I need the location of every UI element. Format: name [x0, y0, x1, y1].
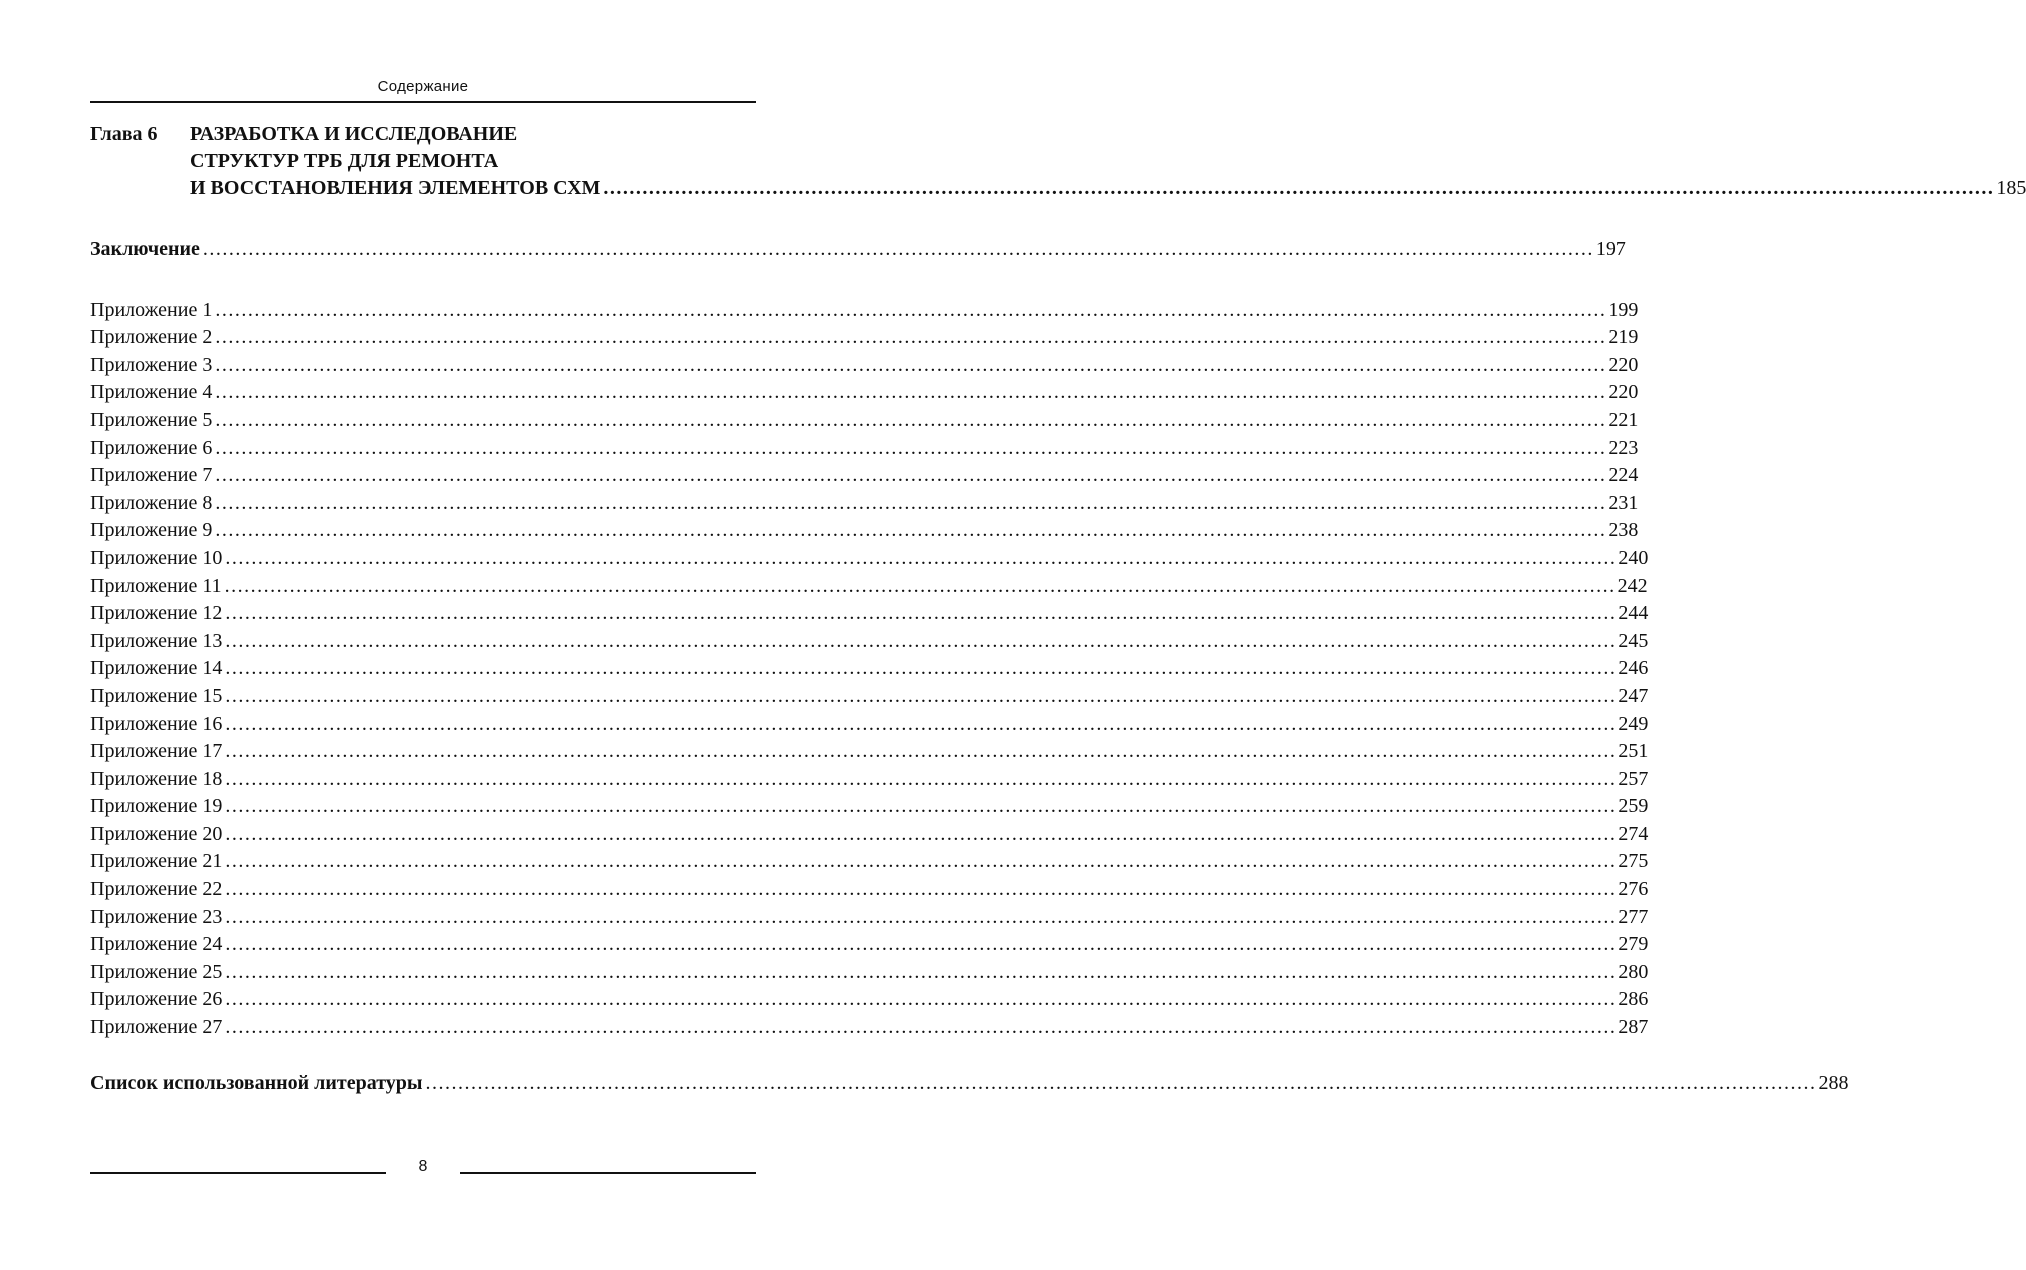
- dot-leader: [215, 462, 1606, 490]
- dot-leader: [225, 959, 1616, 987]
- toc-entry-appendix[interactable]: [90, 490, 1639, 518]
- page-ref: 286: [1618, 988, 1649, 1011]
- page-ref: 274: [1618, 822, 1649, 845]
- toc-entry-appendix[interactable]: [90, 435, 1639, 463]
- entry-label: Приложение 10: [90, 546, 223, 569]
- toc-entry-appendix[interactable]: [90, 462, 1639, 490]
- dot-leader: [225, 793, 1616, 821]
- dot-leader: [225, 821, 1616, 849]
- toc-entry-conclusion[interactable]: [90, 236, 1626, 264]
- page-number: 8: [418, 1158, 428, 1175]
- page-ref: 240: [1618, 546, 1649, 569]
- page-ref: 287: [1618, 1016, 1649, 1039]
- dot-leader: [225, 986, 1616, 1014]
- dot-leader: [603, 175, 1994, 202]
- dot-leader: [225, 738, 1616, 766]
- entry-label: Приложение 25: [90, 960, 223, 983]
- page-ref: 279: [1618, 933, 1649, 956]
- chapter-title-last-line: [190, 175, 2026, 202]
- page-ref: 245: [1618, 629, 1649, 652]
- dot-leader: [225, 628, 1616, 656]
- page-ref: 247: [1618, 684, 1649, 707]
- page-ref: 257: [1618, 767, 1649, 790]
- toc-entry-appendix[interactable]: [90, 821, 1649, 849]
- entry-label: Приложение 24: [90, 933, 223, 956]
- entry-label: Приложение 21: [90, 850, 223, 873]
- appendix-list: [90, 297, 1649, 1042]
- toc-entry-appendix[interactable]: [90, 352, 1639, 380]
- entry-label: Приложение 16: [90, 712, 223, 735]
- dot-leader: [426, 1070, 1817, 1098]
- page-ref: 277: [1618, 905, 1649, 928]
- dot-leader: [215, 490, 1606, 518]
- entry-label: Список использованной литературы: [90, 1071, 423, 1094]
- dot-leader: [225, 573, 1616, 601]
- toc-entry-references[interactable]: [90, 1070, 1849, 1098]
- page-ref: 259: [1618, 795, 1649, 818]
- footer-rule-right: [460, 1172, 756, 1174]
- entry-label: Приложение 13: [90, 629, 223, 652]
- toc-entry-appendix[interactable]: [90, 407, 1639, 435]
- dot-leader: [225, 655, 1616, 683]
- toc-entry-appendix[interactable]: [90, 711, 1649, 739]
- dot-leader: [225, 848, 1616, 876]
- dot-leader: [225, 904, 1616, 932]
- entry-label: Приложение 18: [90, 767, 223, 790]
- dot-leader: [225, 545, 1616, 573]
- page-ref: 197: [1595, 238, 1626, 260]
- toc-entry-appendix[interactable]: [90, 628, 1649, 656]
- toc-entry-appendix[interactable]: [90, 1014, 1649, 1042]
- toc-entry-appendix[interactable]: [90, 793, 1649, 821]
- toc-entry-appendix[interactable]: [90, 848, 1649, 876]
- page-ref: 223: [1608, 436, 1639, 459]
- page-ref: 251: [1618, 740, 1649, 763]
- footer-rule-left: [90, 1172, 386, 1174]
- toc-entry-appendix[interactable]: [90, 517, 1639, 545]
- entry-label: Приложение 2: [90, 326, 213, 349]
- toc-entry-appendix[interactable]: [90, 959, 1649, 987]
- dot-leader: [225, 600, 1616, 628]
- page-ref: 288: [1818, 1071, 1849, 1094]
- toc-entry-appendix[interactable]: [90, 904, 1649, 932]
- chapter-number: Глава 6: [90, 123, 158, 145]
- dot-leader: [215, 379, 1606, 407]
- entry-label: Приложение 5: [90, 408, 213, 431]
- dot-leader: [215, 517, 1606, 545]
- running-head: Содержание: [377, 78, 469, 95]
- dot-leader: [215, 407, 1606, 435]
- page-ref: 276: [1618, 878, 1649, 901]
- entry-label: Приложение 11: [90, 574, 222, 597]
- entry-label: Приложение 20: [90, 822, 223, 845]
- entry-label: Приложение 1: [90, 298, 213, 321]
- toc-entry-appendix[interactable]: [90, 738, 1649, 766]
- entry-label: Приложение 12: [90, 602, 223, 625]
- page-ref: 220: [1608, 353, 1639, 376]
- toc-entry-appendix[interactable]: [90, 986, 1649, 1014]
- toc-entry-appendix[interactable]: [90, 600, 1649, 628]
- dot-leader: [225, 766, 1616, 794]
- toc-chapter-6[interactable]: [90, 121, 2026, 202]
- dot-leader: [215, 352, 1606, 380]
- entry-label: Приложение 17: [90, 740, 223, 763]
- page-ref: 219: [1608, 326, 1639, 349]
- dot-leader: [225, 683, 1616, 711]
- dot-leader: [215, 297, 1606, 325]
- entry-label: Приложение 7: [90, 464, 213, 487]
- chapter-title: [190, 121, 2026, 202]
- dot-leader: [215, 324, 1606, 352]
- toc-entry-appendix[interactable]: [90, 379, 1639, 407]
- toc-entry-appendix[interactable]: [90, 573, 1648, 601]
- chapter-title-line: И ВОССТАНОВЛЕНИЯ ЭЛЕМЕНТОВ СХМ: [190, 177, 601, 199]
- header-rule: [90, 101, 756, 103]
- toc-entry-appendix[interactable]: [90, 683, 1649, 711]
- chapter-title-line: РАЗРАБОТКА И ИССЛЕДОВАНИЕ: [190, 123, 518, 145]
- toc-entry-appendix[interactable]: [90, 655, 1649, 683]
- page-ref: 231: [1608, 491, 1639, 514]
- page-ref: 249: [1618, 712, 1649, 735]
- page-ref: 220: [1608, 381, 1639, 404]
- dot-leader: [203, 236, 1594, 264]
- entry-label: Приложение 6: [90, 436, 213, 459]
- dot-leader: [225, 711, 1616, 739]
- toc-entry-appendix[interactable]: [90, 545, 1649, 573]
- page-ref: 244: [1618, 602, 1649, 625]
- entry-label: Приложение 19: [90, 795, 223, 818]
- dot-leader: [225, 931, 1616, 959]
- page-ref: 221: [1608, 408, 1639, 431]
- entry-label: Приложение 15: [90, 684, 223, 707]
- entry-label: Приложение 9: [90, 519, 213, 542]
- entry-label: Приложение 22: [90, 878, 223, 901]
- page-ref: 199: [1608, 298, 1639, 321]
- dot-leader: [225, 876, 1616, 904]
- entry-label: Приложение 27: [90, 1016, 223, 1039]
- entry-label: Приложение 4: [90, 381, 213, 404]
- entry-label: Приложение 3: [90, 353, 213, 376]
- entry-label: Приложение 26: [90, 988, 223, 1011]
- toc-entry-appendix[interactable]: [90, 324, 1639, 352]
- dot-leader: [215, 435, 1606, 463]
- page-ref: 224: [1608, 464, 1639, 487]
- toc-entry-appendix[interactable]: [90, 876, 1649, 904]
- page-ref: 246: [1618, 657, 1649, 680]
- toc-entry-appendix[interactable]: [90, 297, 1639, 325]
- page-ref: 238: [1608, 519, 1639, 542]
- page-ref: 242: [1617, 574, 1648, 597]
- toc-entry-appendix[interactable]: [90, 766, 1649, 794]
- toc-entry-appendix[interactable]: [90, 931, 1649, 959]
- table-of-contents: [90, 121, 2026, 1097]
- dot-leader: [225, 1014, 1616, 1042]
- chapter-title-line: СТРУКТУР ТРБ ДЛЯ РЕМОНТА: [190, 150, 499, 172]
- page-ref: 280: [1618, 960, 1649, 983]
- page-ref: 275: [1618, 850, 1649, 873]
- page-ref: 185: [1996, 177, 2026, 199]
- entry-label: Приложение 23: [90, 905, 223, 928]
- entry-label: Заключение: [90, 238, 200, 260]
- entry-label: Приложение 14: [90, 657, 223, 680]
- entry-label: Приложение 8: [90, 491, 213, 514]
